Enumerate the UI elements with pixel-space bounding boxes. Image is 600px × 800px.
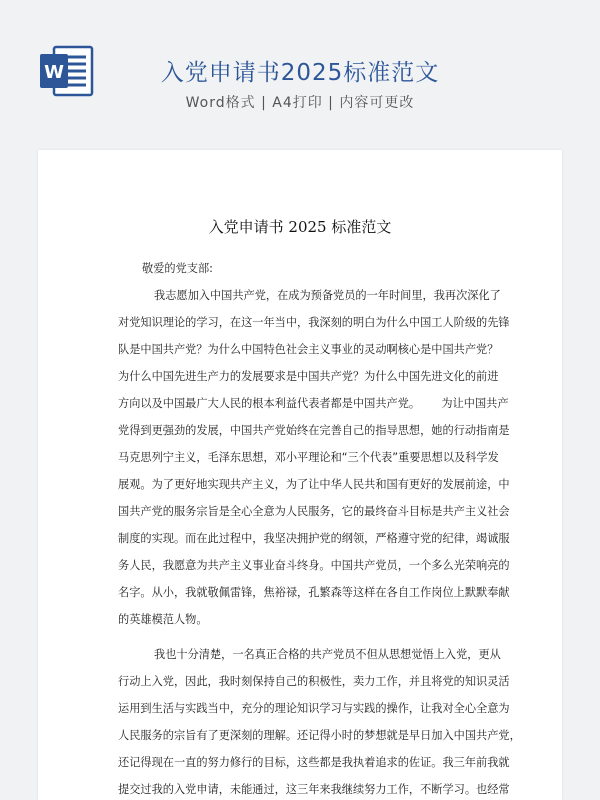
body-line: 务人民，我愿意为共产主义事业奋斗终身。中国共产党员，一个多么光荣响亮的 [118,559,510,572]
body-line: 提交过我的入党申请，未能通过，这三年来我继续努力工作，不断学习。也经常 [118,783,510,796]
body-line: 党得到更强劲的发展，中国共产党始终在完善自己的指导思想，她的行动指南是 [118,424,510,437]
body-line: 马克思列宁主义，毛泽东思想，邓小平理论和“三个代表”重要思想以及科学发 [118,451,499,464]
body-line: 的英雄模范人物。 [118,613,208,626]
body-line: 国共产党的服务宗旨是全心全意为人民服务，它的最终奋斗目标是共产主义社会 [118,505,510,518]
body-line: 名字。从小，我就敬佩雷锋，焦裕禄，孔繁森等这样在各自工作岗位上默默奉献 [118,586,510,599]
page-title: 入党申请书2025标准范文 [160,60,440,86]
svg-text:W: W [44,62,64,83]
document-page [38,150,562,800]
body-line: 人民服务的宗旨有了更深刻的理解。还记得小时的梦想就是早日加入中国共产党， [118,729,521,742]
body-line: 为什么中国先进生产力的发展要求是中国共产党？为什么中国先进文化的前进 [118,370,499,383]
header [0,0,600,150]
body-line: 行动上入党，因此，我时刻保持自己的积极性，卖力工作，并且将党的知识灵活 [118,675,510,688]
body-line: 方向以及中国最广大人民的根本利益代表者都是中国共产党。 为让中国共产 [118,397,509,410]
body-line: 展观。为了更好地实现共产主义，为了让中华人民共和国有更好的发展前途，中 [118,478,510,491]
body-line: 运用到生活与实践当中，充分的理论知识学习与实践的操作，让我对全心全意为 [118,702,510,715]
body-line: 队是中国共产党？为什么中国特色社会主义事业的灵动啊核心是中国共产党？ [118,343,499,356]
body-line: 还记得现在一直的努力修行的目标，这些都是我执着追求的佐证。我三年前我就 [118,756,510,769]
body-line: 我也十分清楚，一名真正合格的共产党员不但从思想觉悟上入党，更从 [154,648,501,661]
page-subtitle: Word格式 | A4打印 | 内容可更改 [185,95,415,111]
salutation: 敬爱的党支部: [142,262,213,275]
body-line: 制度的实现。而在此过程中，我坚决拥护党的纲领，严格遵守党的纪律，竭诚服 [118,532,510,545]
document-title: 入党申请书 2025 标准范文 [208,218,392,236]
body-line: 我志愿加入中国共产党，在成为预备党员的一年时间里，我再次深化了 [154,289,501,302]
body-line: 对党知识理论的学习，在这一年当中，我深刻的明白为什么中国工人阶级的先锋 [118,316,510,329]
